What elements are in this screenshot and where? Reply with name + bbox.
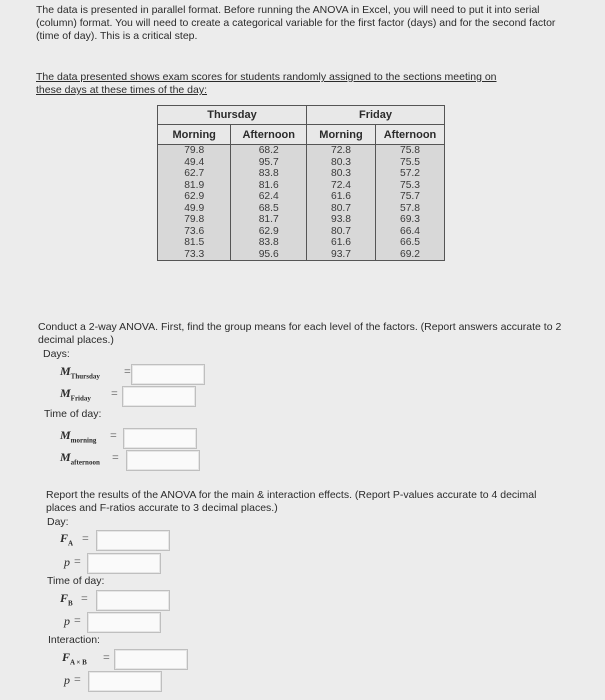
thursday-morning-column xyxy=(158,145,231,261)
data-description xyxy=(36,71,576,97)
subheader-thursday-morning: Morning xyxy=(158,125,231,145)
equals-sign: = xyxy=(103,650,110,664)
mean-morning-label: $M_{morning}$ xyxy=(60,428,97,445)
table-cell: 62.9 xyxy=(184,191,205,202)
equals-sign: = xyxy=(82,531,89,545)
days-label: Days: xyxy=(43,348,70,360)
equals-sign: = xyxy=(112,450,119,464)
table-cell: 80.3 xyxy=(330,168,352,179)
equals-sign: = xyxy=(81,591,88,605)
mean-afternoon-label: $M_{afternoon}$ xyxy=(60,450,100,467)
equals-sign: = xyxy=(110,428,117,442)
subheader-thursday-afternoon: Afternoon xyxy=(231,125,307,145)
fab-label: $F_{A \times B}$ xyxy=(62,650,87,667)
friday-afternoon-column xyxy=(376,145,445,261)
table-cell: 62.4 xyxy=(258,191,279,202)
table-cell: 75.3 xyxy=(399,179,421,191)
mean-morning-input[interactable] xyxy=(123,428,197,449)
table-cell: 61.6 xyxy=(330,237,352,248)
table-cell: 57.2 xyxy=(399,168,421,179)
table-cell: 62.7 xyxy=(184,168,205,179)
table-cell: 75.5 xyxy=(399,156,421,168)
table-cell: 69.2 xyxy=(399,248,421,260)
equals-sign: = xyxy=(111,386,118,400)
mean-thursday-input[interactable] xyxy=(131,364,205,385)
table-cell: 72.8 xyxy=(330,145,352,156)
intro-paragraph: The data is presented in parallel format. Before running the ANOVA in Excel, you will need to put it into serial (column) format. You will need to create a categorical variable for the first factor (days) and for the second factor (time of day). This is a critical step. xyxy=(36,4,556,42)
pab-input[interactable] xyxy=(88,671,162,692)
table-cell: 80.7 xyxy=(330,202,352,214)
table-cell: 73.6 xyxy=(184,225,205,237)
table-cell: 93.7 xyxy=(330,248,352,260)
table-cell: 62.9 xyxy=(258,225,279,237)
table-cell: 75.8 xyxy=(399,145,421,156)
friday-morning-column xyxy=(307,145,376,261)
mean-afternoon-input[interactable] xyxy=(126,450,200,471)
mean-friday-input[interactable] xyxy=(122,386,196,407)
table-cell: 81.9 xyxy=(184,179,205,191)
scores-table xyxy=(157,105,445,261)
table-cell: 95.6 xyxy=(258,248,279,260)
subheader-friday-morning: Morning xyxy=(307,125,376,145)
table-cell: 75.7 xyxy=(399,191,421,202)
table-cell: 73.3 xyxy=(184,248,205,260)
time-of-day-label: Time of day: xyxy=(44,408,102,420)
pa-input[interactable] xyxy=(87,553,161,574)
table-cell: 83.8 xyxy=(258,168,279,179)
table-cell: 95.7 xyxy=(258,156,279,168)
table-cell: 68.5 xyxy=(258,202,279,214)
group-header-thursday: Thursday xyxy=(158,106,307,125)
table-cell: 81.7 xyxy=(258,214,279,225)
fa-input[interactable] xyxy=(96,530,170,551)
table-cell: 79.8 xyxy=(184,145,205,156)
time-of-day-label-2: Time of day: xyxy=(47,575,105,587)
fb-label: $F_B$ xyxy=(60,591,73,608)
table-cell: 72.4 xyxy=(330,179,352,191)
table-cell: 49.9 xyxy=(184,202,205,214)
table-cell: 57.8 xyxy=(399,202,421,214)
table-cell: 81.6 xyxy=(258,179,279,191)
report-instructions: Report the results of the ANOVA for the main & interaction effects. (Report P-values accurate to 4 decimal places and F-ratios accurate to 3 decimal places.) xyxy=(46,489,537,514)
table-cell: 61.6 xyxy=(330,191,352,202)
table-cell: 83.8 xyxy=(258,237,279,248)
table-cell: 68.2 xyxy=(258,145,279,156)
mean-thursday-label: $M_{Thursday}$ xyxy=(60,364,100,381)
table-cell: 49.4 xyxy=(184,156,205,168)
description-line2: these days at these times of the day: xyxy=(36,84,208,96)
thursday-afternoon-column xyxy=(231,145,307,261)
equals-sign: = xyxy=(74,672,81,686)
description-line1: The data presented shows exam scores for students randomly assigned to the sections meeting on xyxy=(36,71,497,83)
pa-label: p xyxy=(64,555,70,569)
table-cell: 93.8 xyxy=(330,214,352,225)
equals-sign: = xyxy=(124,364,131,378)
interaction-label: Interaction: xyxy=(48,634,100,646)
equals-sign: = xyxy=(74,613,81,627)
subheader-friday-afternoon: Afternoon xyxy=(376,125,445,145)
equals-sign: = xyxy=(74,554,81,568)
conduct-instructions: Conduct a 2-way ANOVA. First, find the group means for each level of the factors. (Report answers accurate to 2 decimal places.) xyxy=(38,321,562,346)
table-cell: 80.3 xyxy=(330,156,352,168)
table-cell: 69.3 xyxy=(399,214,421,225)
pb-input[interactable] xyxy=(87,612,161,633)
fa-label: $F_A$ xyxy=(60,531,74,548)
table-cell: 81.5 xyxy=(184,237,205,248)
mean-friday-label: $M_{Friday}$ xyxy=(60,386,91,403)
table-cell: 66.5 xyxy=(399,237,421,248)
fb-input[interactable] xyxy=(96,590,170,611)
day-label: Day: xyxy=(47,516,69,528)
table-cell: 79.8 xyxy=(184,214,205,225)
group-header-friday: Friday xyxy=(307,106,445,125)
pab-label: p xyxy=(64,673,70,687)
table-cell: 80.7 xyxy=(330,225,352,237)
fab-input[interactable] xyxy=(114,649,188,670)
pb-label: p xyxy=(64,614,70,628)
table-cell: 66.4 xyxy=(399,225,421,237)
